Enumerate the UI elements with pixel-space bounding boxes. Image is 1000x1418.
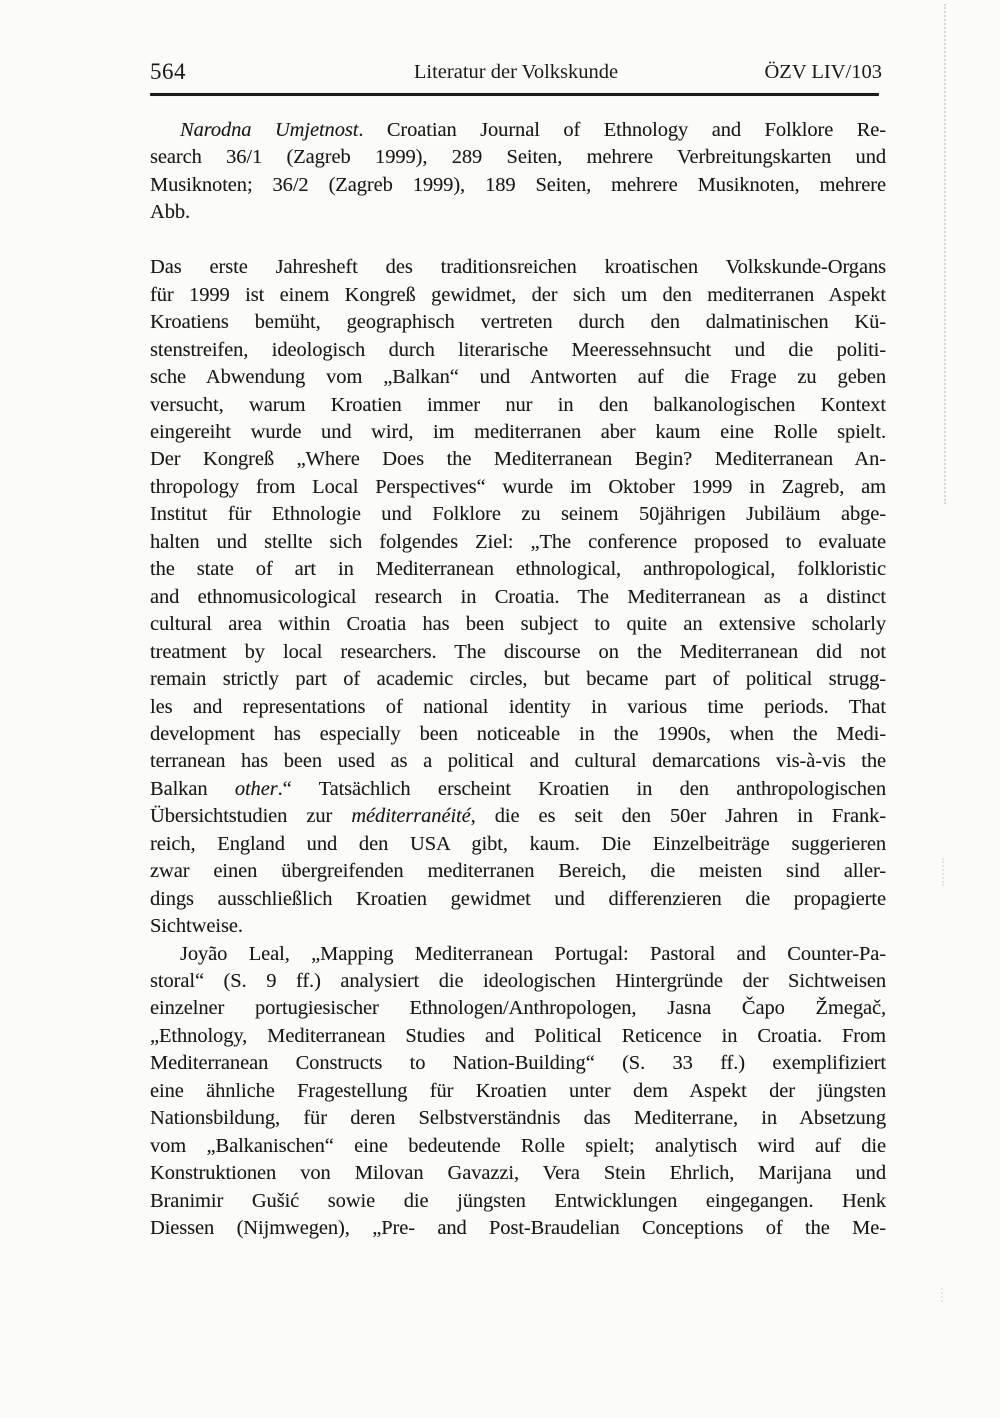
- text-segment: treatment by local researchers. The discourse on the Mediterranean did not: [150, 640, 886, 663]
- text-line: [150, 584, 886, 611]
- paragraph: [150, 941, 886, 1243]
- text-line: [150, 1105, 886, 1132]
- text-segment: Mediterranean Constructs to Nation-Building“ (S. 33 ff.) exemplifiziert: [150, 1052, 886, 1075]
- text-segment: versucht, warum Kroatien immer nur in den balkanologischen Kontext: [150, 393, 886, 416]
- text-segment: vom „Balkanischen“ eine bedeutende Rolle spielt; analytisch wird auf die: [150, 1134, 886, 1157]
- text-line: [150, 474, 886, 501]
- page-number: 564: [150, 59, 186, 84]
- text-segment: Konstruktionen von Milovan Gavazzi, Vera Stein Ehrlich, Marijana und: [150, 1162, 886, 1185]
- text-segment: eine ähnliche Fragestellung für Kroatien unter dem Aspekt der jüngsten: [150, 1079, 886, 1102]
- italic-text-segment: méditerranéité: [351, 805, 471, 828]
- text-line: [150, 748, 886, 775]
- text-line: [150, 776, 886, 803]
- text-segment: storal“ (S. 9 ff.) analysiert die ideologischen Hintergründe der Sichtweisen: [150, 970, 886, 993]
- text-segment: terranean has been used as a political and cultural demarcations vis-à-vis the: [150, 750, 886, 773]
- text-line: [150, 941, 886, 968]
- text-line: [150, 1215, 886, 1242]
- text-line: [150, 913, 886, 940]
- text-line: [150, 1023, 886, 1050]
- italic-text-segment: Narodna Umjetnost: [180, 119, 359, 141]
- header-rule: [150, 93, 879, 96]
- text-segment: Abb.: [150, 201, 191, 224]
- text-line: [150, 199, 886, 226]
- text-segment: Joyão Leal, „Mapping Mediterranean Portugal: Pastoral and Counter-Pa-: [180, 942, 886, 965]
- text-segment: thropology from Local Perspectives“ wurde im Oktober 1999 in Zagreb, am: [150, 475, 886, 498]
- text-segment: Branimir Gušić sowie die jüngsten Entwicklungen eingegangen. Henk: [150, 1189, 886, 1212]
- article-body: [150, 117, 886, 1243]
- text-segment: .“ Tatsächlich erscheint Kroatien in den anthropologischen: [277, 777, 886, 800]
- text-segment: einzelner portugiesischer Ethnologen/Anthropologen, Jasna Čapo Žmegač,: [150, 997, 886, 1020]
- text-segment: Das erste Jahresheft des traditionsreichen kroatischen Volkskunde-Organs: [150, 256, 886, 279]
- text-segment: , die es seit den 50er Jahren in Frank-: [470, 805, 886, 828]
- text-line: [150, 1188, 886, 1215]
- text-segment: Balkan: [150, 777, 235, 800]
- text-line: [150, 364, 886, 391]
- text-line: [150, 831, 886, 858]
- text-segment: Sichtweise.: [150, 915, 243, 938]
- text-line: [150, 501, 886, 528]
- text-segment: search 36/1 (Zagreb 1999), 289 Seiten, mehrere Verbreitungskarten und: [150, 146, 886, 169]
- journal-reference: ÖZV LIV/103: [764, 61, 882, 83]
- text-segment: Der Kongreß „Where Does the Mediterranean Begin? Mediterranean An-: [150, 448, 886, 471]
- text-line: [150, 419, 886, 446]
- text-segment: eingereiht wurde und wird, im mediterranen aber kaum eine Rolle spielt.: [150, 420, 886, 443]
- text-line: [150, 309, 886, 336]
- text-line: [150, 968, 886, 995]
- text-line: [150, 694, 886, 721]
- text-line: [150, 144, 886, 171]
- text-segment: für 1999 ist einem Kongreß gewidmet, der sich um den mediterranen Aspekt: [150, 283, 886, 306]
- text-segment: Institut für Ethnologie und Folklore zu seinem 50jährigen Jubiläum abge-: [150, 503, 886, 526]
- text-line: [150, 1160, 886, 1187]
- paragraph: [150, 117, 886, 227]
- scan-artifact-line: [942, 858, 944, 886]
- text-line: [150, 529, 886, 556]
- text-segment: Übersichtstudien zur: [150, 805, 352, 828]
- text-line: [150, 639, 886, 666]
- paragraph: [150, 254, 886, 940]
- text-segment: zwar einen übergreifenden mediterranen Bereich, die meisten sind aller-: [150, 860, 886, 883]
- text-segment: Nationsbildung, für deren Selbstverständnis das Mediterrane, in Absetzung: [150, 1107, 886, 1130]
- text-segment: the state of art in Mediterranean ethnological, anthropological, folkloristic: [150, 558, 886, 581]
- text-line: [150, 1133, 886, 1160]
- text-segment: Diessen (Nijmwegen), „Pre- and Post-Braudelian Conceptions of the Me-: [150, 1217, 886, 1240]
- text-line: [150, 611, 886, 638]
- text-line: [150, 1078, 886, 1105]
- text-segment: and ethnomusicological research in Croatia. The Mediterranean as a distinct: [150, 585, 886, 608]
- scan-artifact-line: [941, 1288, 943, 1302]
- text-segment: development has especially been noticeable in the 1990s, when the Medi-: [150, 722, 886, 745]
- text-line: [150, 337, 886, 364]
- text-line: [150, 1050, 886, 1077]
- text-line: [150, 666, 886, 693]
- text-line: [150, 172, 886, 199]
- italic-text-segment: other: [234, 777, 278, 800]
- text-segment: reich, England und den USA gibt, kaum. Die Einzelbeiträge suggerieren: [150, 832, 886, 855]
- text-segment: . Croatian Journal of Ethnology and Folklore Re-: [358, 119, 886, 141]
- text-line: [150, 282, 886, 309]
- text-line: [150, 446, 886, 473]
- text-segment: halten und stellte sich folgendes Ziel: „The conference proposed to evaluate: [150, 530, 886, 553]
- text-segment: „Ethnology, Mediterranean Studies and Political Reticence in Croatia. From: [150, 1024, 886, 1047]
- text-segment: cultural area within Croatia has been subject to quite an extensive scholarly: [150, 613, 886, 636]
- scan-artifact-line: [944, 4, 946, 504]
- text-line: [150, 721, 886, 748]
- text-segment: stenstreifen, ideologisch durch literarische Meeressehnsucht und die politi-: [150, 338, 886, 361]
- text-segment: dings ausschließlich Kroatien gewidmet und differenzieren die propagierte: [150, 887, 886, 910]
- text-line: [150, 117, 886, 144]
- text-line: [150, 392, 886, 419]
- text-segment: sche Abwendung vom „Balkan“ und Antworten auf die Frage zu geben: [150, 366, 886, 389]
- text-segment: remain strictly part of academic circles, but became part of political strugg-: [150, 668, 886, 691]
- text-line: [150, 858, 886, 885]
- text-segment: Kroatiens bemüht, geographisch vertreten durch den dalmatinischen Kü-: [150, 311, 886, 334]
- text-segment: les and representations of national identity in various time periods. That: [150, 695, 886, 718]
- text-line: [150, 803, 886, 830]
- text-line: [150, 254, 886, 281]
- text-line: [150, 556, 886, 583]
- text-segment: Musiknoten; 36/2 (Zagreb 1999), 189 Seiten, mehrere Musiknoten, mehrere: [150, 173, 886, 196]
- text-line: [150, 886, 886, 913]
- text-line: [150, 995, 886, 1022]
- running-title: Literatur der Volkskunde: [413, 61, 619, 83]
